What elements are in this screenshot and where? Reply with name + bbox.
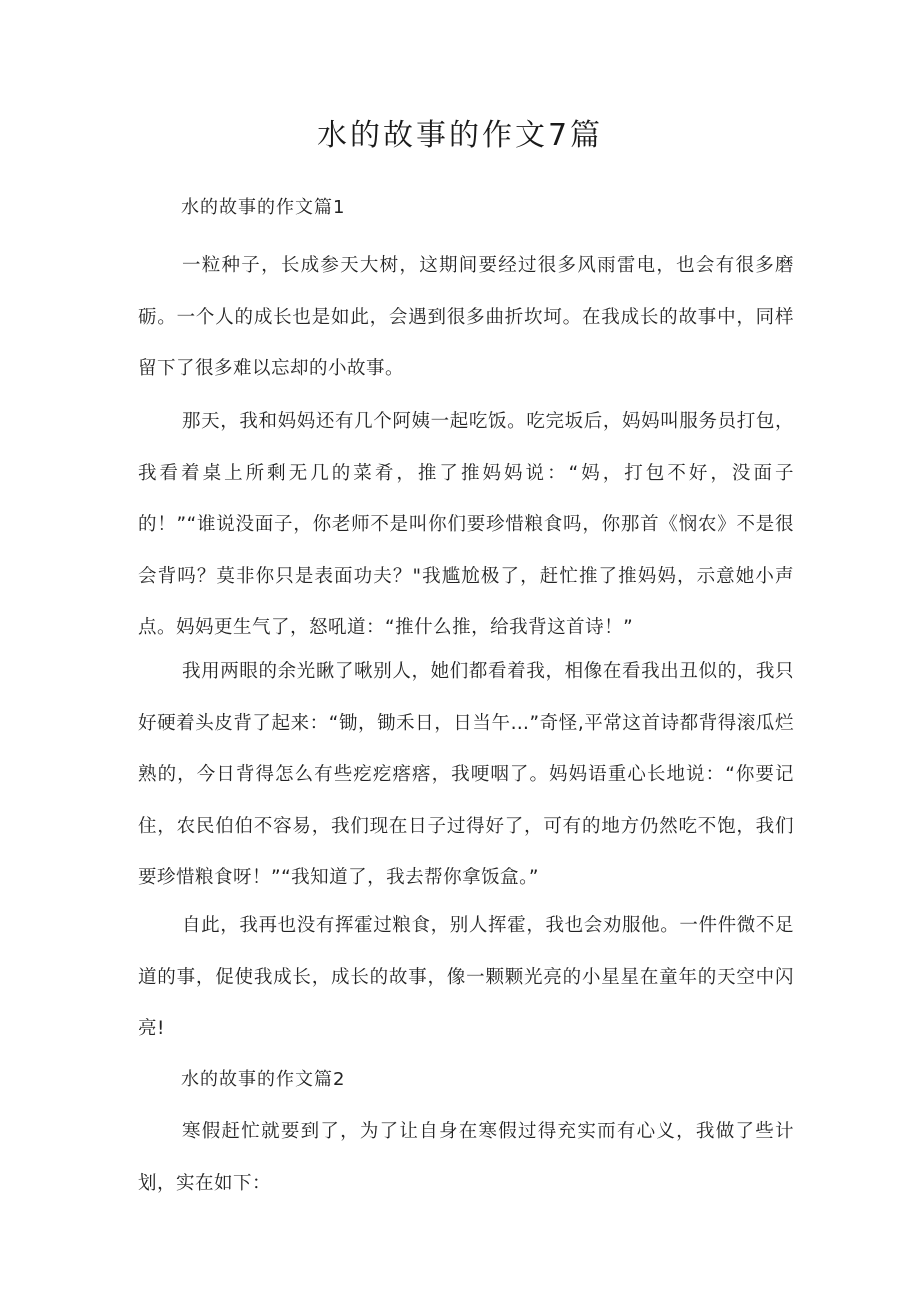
document-title: 水的故事的作文7篇	[316, 118, 604, 153]
paragraph: 那天，我和妈妈还有几个阿姨一起吃饭。吃完坂后，妈妈叫服务员打包，我看着桌上所剩无几的菜肴，推了推妈妈说：“妈，打包不好，没面子的！”“谁说没面子，你老师不是叫你们要珍惜粮食吗，你那首《悯农》不是很会背吗？莫非你只是表面功夫？"我尴尬极了，赶忙推了推妈妈，示意她小声点。妈妈更生气了，怒吼道：“推什么推，给我背这首诗！”	[138, 411, 794, 638]
section-heading-1: 水的故事的作文篇1	[181, 197, 346, 218]
section-heading-2: 水的故事的作文篇2	[181, 1069, 346, 1090]
paragraph: 寒假赶忙就要到了，为了让自身在寒假过得充实而有心义，我做了些计划，实在如下：	[138, 1121, 794, 1194]
paragraph: 我用两眼的余光瞅了啾别人，她们都看着我，相像在看我出丑似的，我只好硬着头皮背了起来：“锄，锄禾日，日当午…”奇怪,平常这首诗都背得滚瓜烂熟的，今日背得怎么有些疙疙瘩瘩，我哽咽了。妈妈语重心长地说：“你要记住，农民伯伯不容易，我们现在日子过得好了，可有的地方仍然吃不饱，我们要珍惜粮食呀！”“我知道了，我去帮你拿饭盒。”	[138, 661, 794, 888]
paragraph: 自此，我再也没有挥霍过粮食，别人挥霍，我也会劝服他。一件件微不足道的事，促使我成长，成长的故事，像一颗颗光亮的小星星在童年的天空中闪亮!	[138, 915, 794, 1039]
paragraph: 一粒种子，长成参天大树，这期间要经过很多风雨雷电，也会有很多磨砺。一个人的成长也是如此，会遇到很多曲折坎坷。在我成长的故事中，同样留下了很多难以忘却的小故事。	[138, 255, 794, 379]
